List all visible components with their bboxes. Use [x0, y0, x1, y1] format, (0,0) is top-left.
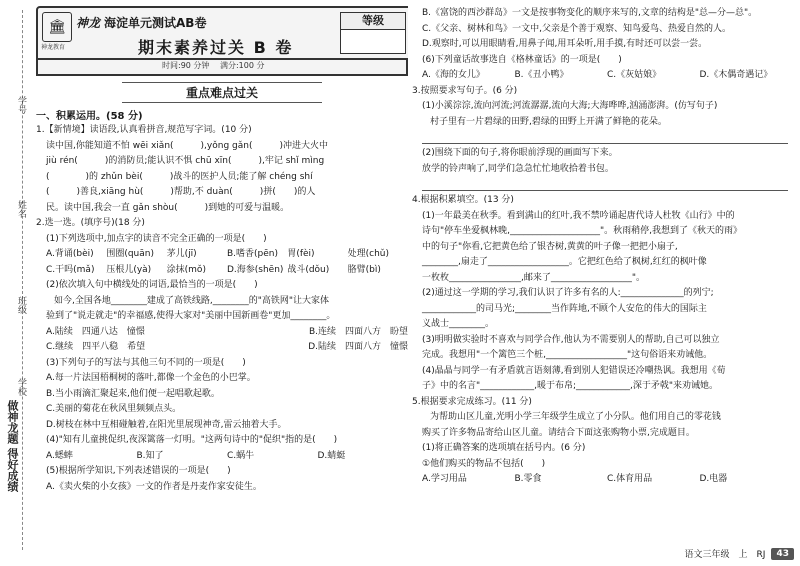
- question-line: 完成。我想用"一个篱笆三个桩,__________________"这句俗语来劝诫他。: [422, 350, 713, 360]
- answer-line: [422, 177, 788, 191]
- question-line: 如今,全国各地________建成了高铁线路,________的"高铁网"让大家体: [54, 295, 330, 306]
- question-line: (1)将正确答案的选项填在括号内。(6 分): [422, 443, 586, 453]
- question-line: B.当小雨滴汇聚起来,他们便一起唱歌起歌。: [46, 388, 220, 399]
- option-row: [36, 340, 408, 356]
- option-text: A.陆续 四通八达 憧憬: [46, 326, 145, 337]
- option-text: B.嗜香(pēn): [226, 249, 278, 259]
- question-line: 诗句"停车坐爱枫林晚,____________________"。秋雨稍停,我想到了《秋天的雨》: [422, 226, 743, 236]
- question-line: (5)根据所学知识,下列表述错误的一项是( ): [46, 466, 231, 476]
- logo-text: 神龙教育: [41, 44, 66, 51]
- question-line: 子》中的名言"____________,暖于布帛;____________,深于矛戟"来劝诫她。: [422, 381, 719, 391]
- name-label: 姓名: [16, 200, 26, 218]
- section-title: 一、积累运用。(58 分): [36, 111, 143, 122]
- cut-line: [22, 10, 24, 550]
- option-text: D.海参(shēn): [226, 264, 284, 275]
- question-line: ( )的 zhǔn bèi( )战斗的医护人员;能了解 chéng shí: [46, 171, 313, 182]
- question-line: C.美丽的菊花在秋风里频频点头。: [46, 404, 182, 414]
- question-line: (3)下列句子的写法与其他三句不同的一项是( ): [46, 357, 246, 368]
- option-text: C.体育用品: [607, 474, 653, 484]
- option-text: [227, 325, 309, 341]
- answer-line: [422, 130, 788, 144]
- full-score: 满分:100 分: [219, 61, 265, 70]
- right-questions: [412, 6, 792, 488]
- building-icon: 🏛: [42, 12, 72, 42]
- series-name: [76, 14, 206, 31]
- option-text: D.陆续 四面八方 憧憬: [308, 342, 408, 352]
- option-text: B.零食: [514, 474, 542, 484]
- option-text: [145, 325, 227, 341]
- question-line: (2)通过这一学期的学习,我们认识了许多有名的人:______________的列宁;: [422, 288, 714, 298]
- time-limit: 时间:90 分钟: [162, 61, 210, 70]
- option-row: [36, 263, 408, 279]
- question-line: D.观察时,可以用眼睛看,用鼻子闻,用耳朵听,用手摸,有时还可以尝一尝。: [422, 39, 708, 49]
- grade-info: 语文三年级 上 RJ: [684, 550, 766, 560]
- option-text: 压根儿(yà): [106, 264, 152, 275]
- option-text: B.连续 四面八方 盼望: [308, 326, 408, 337]
- option-text: B.《丑小鸭》: [514, 70, 569, 80]
- option-text: D.电器: [699, 474, 728, 484]
- question-line: (4)"知有儿童挑促织,夜深篱落一灯明。"这两句诗中的"促织"指的是( ): [46, 435, 338, 445]
- school-label: 学校: [16, 378, 26, 396]
- option-text: 战斗(dǒu): [287, 264, 330, 275]
- left-questions: [36, 123, 408, 495]
- option-text: [227, 340, 309, 356]
- question-line: (6)下列童话故事选自《格林童话》的一项是( ): [422, 54, 622, 65]
- option-row: [36, 449, 408, 465]
- option-row: [36, 247, 408, 263]
- question-line: 放学的铃声响了,同学们急急忙忙地收拾着书包。: [422, 163, 614, 174]
- option-text: C.干吗(mǎ): [46, 264, 95, 275]
- question-line: 2.选一选。(填序号)(18 分): [36, 218, 145, 228]
- spine-slogan: 做神龙题 得好成绩: [6, 400, 19, 492]
- exam-header: [36, 6, 408, 60]
- question-line: ________,扇走了__________________。它把红色给了枫树,红红的枫叶像: [422, 257, 707, 267]
- question-line: ( )善良,xiāng hù( )帮助,不 duàn( )拼( )的人: [46, 187, 316, 197]
- question-line: 为帮助山区儿童,光明小学三年级学生成立了小分队。他们用自己的零花钱: [430, 412, 721, 422]
- question-line: (2)围绕下面的句子,将你眼前浮现的画面写下来。: [422, 148, 618, 158]
- question-line: 一枚枚________________,邮来了__________________"。: [422, 272, 646, 283]
- grade-box: [340, 12, 406, 54]
- grade-label: 等级: [341, 13, 405, 30]
- question-line: (4)晶晶与同学一有矛盾就言语刻薄,看到别人犯错误还冷嘲热讽。我想用《荀: [422, 365, 726, 376]
- question-line: 1.【新情境】读语段,认真看拼音,规范写字词。(10 分): [36, 125, 252, 135]
- question-line: ①他们购买的物品不包括( ): [422, 458, 546, 469]
- question-line: 验到了"说走就走"的幸福感,使得大家对"美丽中国新画卷"更加________。: [46, 311, 336, 321]
- question-line: (1)下列选项中,加点字的读音不完全正确的一项是( ): [46, 233, 267, 244]
- series-brand: 神龙: [76, 16, 101, 30]
- class-label: 班级: [16, 296, 26, 314]
- option-text: 处理(chǔ): [347, 249, 390, 259]
- question-line: 村子里有一片碧绿的田野,碧绿的田野上开满了鲜艳的花朵。: [430, 116, 667, 127]
- question-line: jiù rén( )的消防员;能认识不惧 chū xīn( ),牢记 shǐ mìng: [46, 156, 325, 166]
- question-line: (2)依次填入句中横线处的词语,最恰当的一项是( ): [46, 280, 258, 290]
- question-line: 5.根据要求完成练习。(11 分): [412, 396, 532, 407]
- series-title: 海淀单元测试AB卷: [104, 16, 207, 30]
- option-text: 围圈(quān): [106, 249, 154, 259]
- question-line: 购买了许多物品寄给山区儿童。请结合下面这张购物小票,完成题目。: [422, 427, 695, 438]
- question-line: A.每一片法国梧桐树的落叶,都像一个金色的小巴掌。: [46, 373, 256, 383]
- question-line: A.《卖火柴的小女孩》一文的作者是丹麦作家安徒生。: [46, 481, 262, 492]
- question-line: 民。读中国,我会一直 gǎn shòu( )到她的可爱与温暖。: [46, 202, 290, 213]
- page-footer: [685, 547, 794, 560]
- question-line: C.《父亲、树林和鸟》一文中,父亲是个善于观察、知鸟爱鸟、热爱自然的人。: [422, 23, 732, 34]
- question-line: 义战士________。: [422, 319, 495, 329]
- question-line: 中的句子"你看,它把黄色给了银杏树,黄黄的叶子像一把把小扇子,: [422, 241, 678, 252]
- option-row: [36, 325, 408, 341]
- question-line: D.树枝在林中互相碰触着,在阳光里展现神奇,雷云抽着大手。: [46, 419, 287, 430]
- page-number: 43: [771, 548, 794, 560]
- option-text: A.学习用品: [422, 474, 467, 484]
- question-line: B.《富饶的西沙群岛》一文是按事物变化的顺序来写的,文章的结构是"总—分—总"。: [422, 8, 758, 18]
- section-banner: 重点难点过关: [122, 82, 322, 103]
- option-text: A.蟋蟀: [46, 450, 73, 461]
- right-column: [412, 6, 792, 562]
- option-text: C.继续 四平八稳 希望: [46, 342, 146, 352]
- option-text: A.《海的女儿》: [422, 70, 485, 80]
- exam-meta: [36, 60, 408, 76]
- option-text: D.《木偶奇遇记》: [699, 70, 773, 80]
- option-text: [145, 340, 227, 356]
- question-line: (1)一年最美在秋季。看到满山的红叶,我不禁吟诵起唐代诗人杜牧《山行》中的: [422, 210, 735, 221]
- option-text: C.蜗牛: [227, 450, 255, 461]
- option-text: 茅儿(jī): [166, 249, 197, 259]
- option-text: 胃(fèi): [287, 249, 315, 259]
- question-line: (3)明明做实验时不喜欢与同学合作,他认为不需要别人的帮助,自己可以独立: [422, 334, 720, 345]
- binding-strip: [0, 0, 34, 566]
- option-text: A.背诵(bèi): [46, 249, 94, 259]
- option-row: [412, 68, 792, 84]
- exam-title: 期末素养过关 B 卷: [138, 38, 294, 57]
- option-text: B.知了: [136, 450, 164, 461]
- student-number-label: 学号: [16, 96, 26, 114]
- left-column: [36, 6, 408, 562]
- question-line: 读中国,你能知道不怕 wēi xiǎn( ),yǒng gǎn( )冲进大火中: [46, 140, 328, 151]
- question-line: (1)小溪淙淙,流向河流;河流潺潺,流向大海;大海哗哗,汹涌澎湃。(仿写句子): [422, 101, 718, 111]
- option-text: C.《灰姑娘》: [607, 70, 662, 80]
- option-text: D.蜻蜓: [317, 450, 346, 461]
- option-text: 胳臂(bì): [347, 264, 381, 275]
- option-text: 涂抹(mǒ): [166, 264, 206, 275]
- question-line: ____________的司马光;________当作阵地,不顾个人安危的伟大的国际主: [422, 303, 707, 314]
- question-line: 3.按照要求写句子。(6 分): [412, 85, 518, 96]
- question-line: 4.根据积累填空。(13 分): [412, 195, 514, 205]
- option-row: [412, 472, 792, 488]
